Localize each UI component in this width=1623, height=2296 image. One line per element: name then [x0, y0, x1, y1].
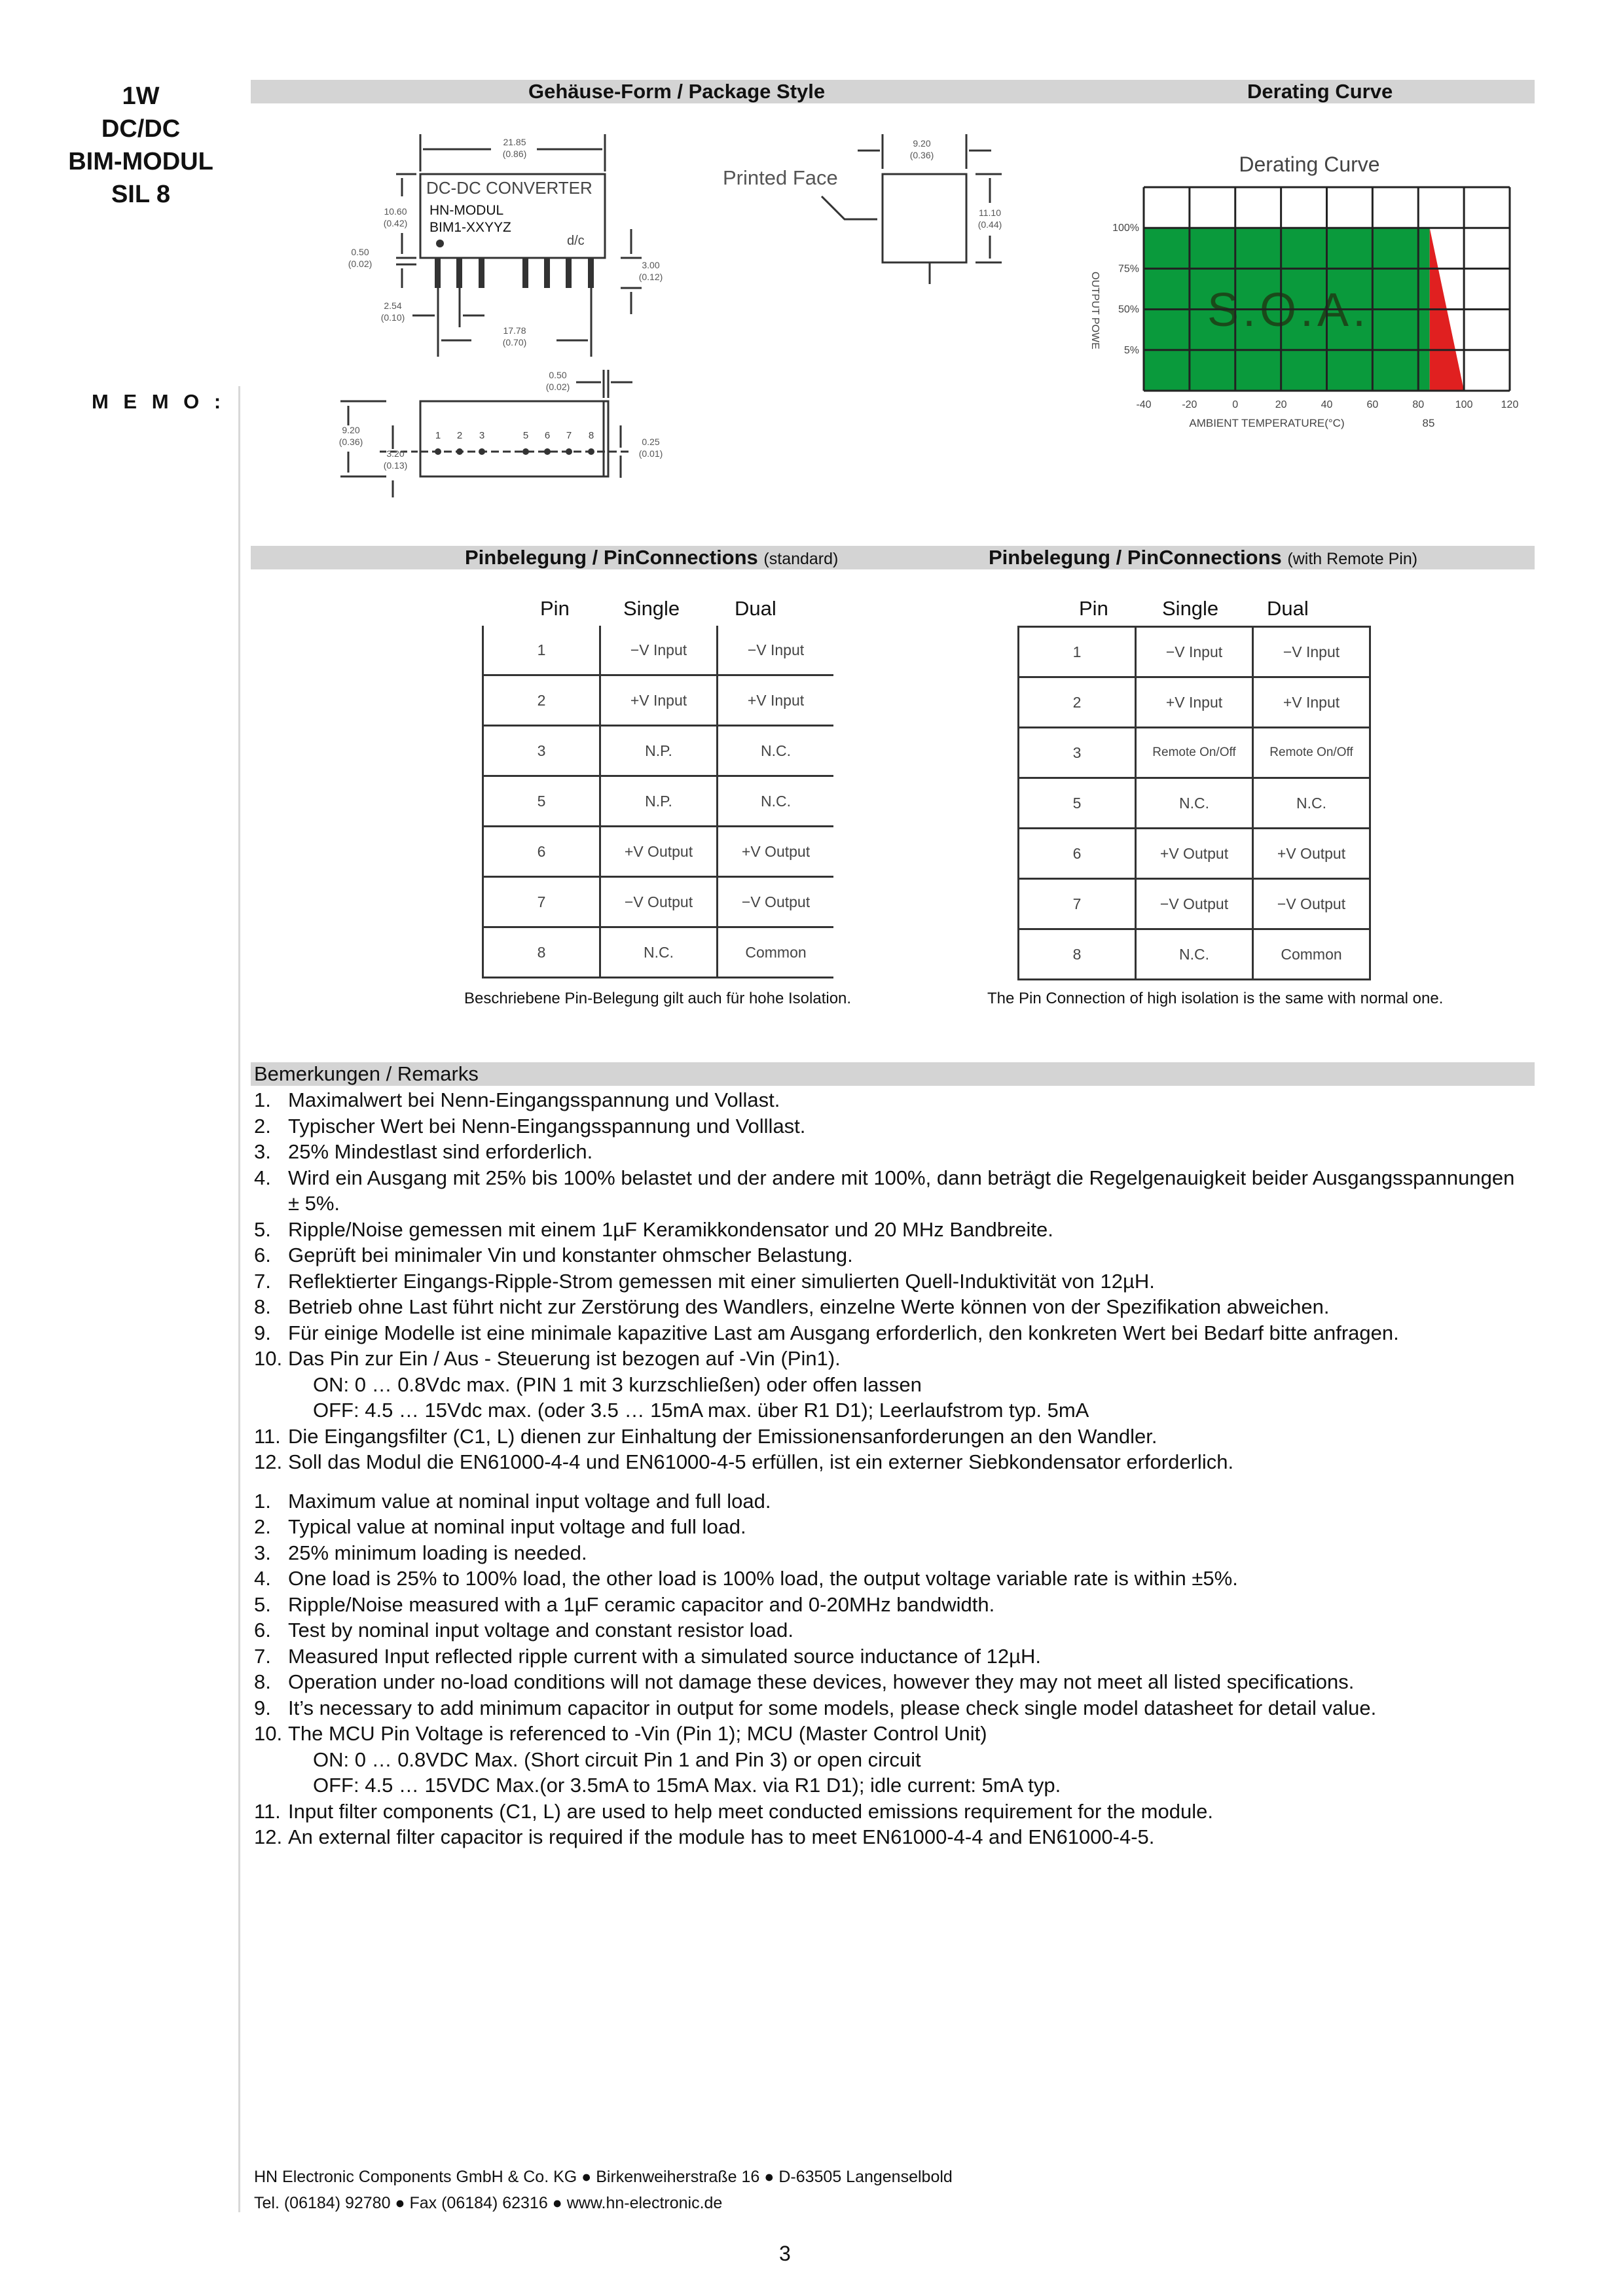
- remark-text: Ripple/Noise measured with a 1µF ceramic capacitor and 0-20MHz bandwidth.: [288, 1592, 995, 1616]
- title-line: DC/DC: [101, 115, 181, 143]
- single-cell: N.P.: [600, 726, 718, 776]
- remark-item: [254, 1165, 1518, 1217]
- dim-pin-dia: 0.25: [642, 437, 660, 447]
- pin-row: [1019, 677, 1370, 728]
- pins-remote-table: [1017, 626, 1371, 980]
- pins-standard-title: [465, 546, 838, 571]
- remark-text: Measured Input reflected ripple current with a simulated source inductance of 12µH.: [288, 1644, 1041, 1668]
- remark-item: [254, 1617, 1518, 1643]
- remark-item: [254, 1669, 1518, 1695]
- remark-text: The MCU Pin Voltage is referenced to -Vin (Pin 1); MCU (Master Control Unit): [288, 1722, 987, 1745]
- pin-row: [1019, 879, 1370, 929]
- remark-number: 11.: [254, 1799, 281, 1823]
- dim-standoff: 0.50: [351, 247, 369, 257]
- y-tick-label: 50%: [1118, 304, 1139, 315]
- dual-cell: −V Output: [1253, 879, 1370, 929]
- pin-number-cell: 2: [1019, 677, 1136, 728]
- x-tick-label: -20: [1182, 399, 1197, 410]
- dual-cell: +V Input: [718, 675, 834, 726]
- remark-number: 6.: [254, 1244, 271, 1266]
- title-line: BIM-MODUL: [68, 148, 213, 175]
- page-number: 3: [779, 2242, 791, 2265]
- remark-item: [254, 1268, 1518, 1295]
- single-cell: −V Input: [600, 626, 718, 675]
- x-extra-label-85: 85: [1422, 417, 1435, 429]
- x-tick-label: 100: [1455, 399, 1473, 410]
- title-line: 1W: [122, 82, 160, 110]
- dim-pin-length-inch: (0.12): [638, 272, 663, 282]
- pin-number-cell: 3: [1019, 728, 1136, 778]
- remark-number: 1.: [254, 1489, 271, 1513]
- remark-subitem: ON: 0 … 0.8Vdc max. (PIN 1 mit 3 kurzschließen) oder offen lassen: [313, 1372, 922, 1396]
- dim-pitch: 2.54: [384, 300, 402, 311]
- x-axis-label: AMBIENT TEMPERATURE(°C): [1189, 417, 1345, 429]
- remark-number: 8.: [254, 1295, 271, 1318]
- single-cell: +V Output: [600, 827, 718, 877]
- pin-row: [483, 626, 834, 675]
- y-axis-label: OUTPUT POWE: [1089, 272, 1101, 350]
- dim-pin-span: 17.78: [503, 325, 526, 336]
- pin-number-cell: 8: [1019, 929, 1136, 980]
- x-tick-label: -40: [1136, 399, 1152, 410]
- remark-number: 3.: [254, 1541, 271, 1564]
- remark-number: 4.: [254, 1567, 271, 1590]
- remark-text: Die Eingangsfilter (C1, L) dienen zur Einhaltung der Emissionensanforderungen an den Wandler.: [288, 1424, 1158, 1448]
- x-tick-label: 0: [1232, 399, 1239, 410]
- single-cell: −V Output: [1136, 879, 1253, 929]
- remark-number: 9.: [254, 1321, 271, 1344]
- bottom-pin-number: 3: [479, 430, 485, 441]
- bottom-pin-number: 8: [588, 430, 594, 441]
- dim-pin-dia-inch: (0.01): [638, 448, 663, 459]
- remark-subitem: ON: 0 … 0.8VDC Max. (Short circuit Pin 1 and Pin 3) or open circuit: [313, 1748, 921, 1771]
- single-cell: N.P.: [600, 776, 718, 827]
- pins-standard-header-dual: Dual: [735, 597, 776, 620]
- dim-height-inch: (0.42): [383, 218, 408, 228]
- section-header-remarks: [251, 1062, 1535, 1086]
- remark-item: [254, 1113, 1518, 1139]
- remarks-english-list: [254, 1488, 1518, 1850]
- remark-number: 8.: [254, 1670, 271, 1693]
- dim-length-inch: (0.86): [502, 149, 527, 159]
- remark-text: Maximum value at nominal input voltage and full load.: [288, 1489, 771, 1513]
- dim-bottom-width-inch: (0.36): [338, 437, 363, 447]
- remark-number: 10.: [254, 1347, 283, 1370]
- remark-text: Typischer Wert bei Nenn-Eingangsspannung und Volllast.: [288, 1114, 806, 1138]
- label-model: BIM1-XXYYZ: [429, 220, 511, 235]
- pin-number-cell: 6: [1019, 829, 1136, 879]
- y-tick-label: 100%: [1112, 223, 1139, 234]
- x-tick-label: 60: [1366, 399, 1379, 410]
- remark-text: Ripple/Noise gemessen mit einem 1µF Keramikkondensator und 20 MHz Bandbreite.: [288, 1217, 1053, 1241]
- remark-number: 2.: [254, 1114, 271, 1138]
- y-tick-label: 75%: [1118, 263, 1139, 275]
- dim-bottom-offset-inch: (0.02): [545, 382, 570, 392]
- remarks-section: [254, 1087, 1518, 1850]
- remark-text: Für einige Modelle ist eine minimale kapazitive Last am Ausgang erforderlich, den konkreten Wert bei Bedarf bitte anfragen.: [288, 1321, 1399, 1344]
- remark-text: Reflektierter Eingangs-Ripple-Strom gemessen mit einer simulierten Quell-Induktivität von 12µH.: [288, 1269, 1155, 1293]
- single-cell: N.C.: [1136, 778, 1253, 829]
- y-tick-label: 5%: [1123, 344, 1139, 356]
- bottom-pin-number: 5: [522, 430, 529, 441]
- remark-item: [254, 1139, 1518, 1165]
- dim-pin-span-inch: (0.70): [502, 337, 527, 348]
- dim-side-height-inch: (0.44): [977, 219, 1002, 230]
- bottom-pin-number: 7: [566, 430, 572, 441]
- remark-number: 3.: [254, 1140, 271, 1163]
- single-cell: −V Output: [600, 877, 718, 927]
- dim-width-inch: (0.36): [909, 150, 934, 160]
- pin-row: [1019, 829, 1370, 879]
- pins-standard-header-pin: Pin: [540, 597, 570, 620]
- pin-number-cell: 7: [1019, 879, 1136, 929]
- pins-standard-table: [482, 626, 833, 978]
- single-cell: +V Input: [600, 675, 718, 726]
- remark-item: [254, 1799, 1518, 1825]
- derating-header: Derating Curve: [1247, 80, 1393, 103]
- remark-subitem: OFF: 4.5 … 15Vdc max. (oder 3.5 … 15mA max. über R1 D1); Leerlaufstrom typ. 5mA: [313, 1399, 1089, 1422]
- remark-text: 25% minimum loading is needed.: [288, 1541, 587, 1564]
- single-cell: N.C.: [600, 927, 718, 978]
- remark-item: [254, 1449, 1518, 1475]
- dual-cell: +V Input: [1253, 677, 1370, 728]
- dim-pin-row-inch: (0.13): [383, 460, 408, 471]
- remark-number: 5.: [254, 1592, 271, 1616]
- dual-cell: N.C.: [718, 776, 834, 827]
- remark-item: [254, 1320, 1518, 1346]
- remark-item: [254, 1488, 1518, 1515]
- pins-standard-title-text: Pinbelegung / PinConnections: [465, 546, 758, 569]
- remark-text: Geprüft bei minimaler Vin und konstanter ohmscher Belastung.: [288, 1244, 853, 1266]
- pins-remote-header-single: Single: [1162, 597, 1219, 620]
- dim-side-height: 11.10: [979, 207, 1001, 218]
- remark-item: [254, 1695, 1518, 1721]
- bottom-pin-number: 1: [435, 430, 441, 441]
- dual-cell: Common: [718, 927, 834, 978]
- remark-number: 7.: [254, 1269, 271, 1293]
- pin-row: [483, 877, 834, 927]
- pins-remote-title-suffix: (with Remote Pin): [1287, 550, 1418, 568]
- pin-row: [1019, 627, 1370, 677]
- x-tick-label: 20: [1275, 399, 1287, 410]
- remark-text: Input filter components (C1, L) are used to help meet conducted emissions requirement for the module.: [288, 1799, 1213, 1823]
- pin-number-cell: 7: [483, 877, 600, 927]
- remark-number: 12.: [254, 1450, 283, 1473]
- pin-number-cell: 6: [483, 827, 600, 877]
- pin-number-cell: 8: [483, 927, 600, 978]
- dim-pin-row: 3.20: [386, 448, 405, 459]
- chart-title: Derating Curve: [1239, 152, 1380, 176]
- remark-number: 10.: [254, 1722, 283, 1745]
- dual-cell: −V Output: [718, 877, 834, 927]
- dual-cell: Remote On/Off: [1253, 728, 1370, 778]
- bottom-pin-number: 2: [456, 430, 463, 441]
- remark-text: Das Pin zur Ein / Aus - Steuerung ist bezogen auf -Vin (Pin1).: [288, 1347, 841, 1370]
- pin-row: [483, 776, 834, 827]
- pins-standard-title-suffix: (standard): [763, 550, 839, 568]
- pin-row: [1019, 778, 1370, 829]
- remark-subitem: OFF: 4.5 … 15VDC Max.(or 3.5mA to 15mA Max. via R1 D1); idle current: 5mA typ.: [313, 1774, 1061, 1797]
- pin-row: [1019, 929, 1370, 980]
- remark-number: 1.: [254, 1088, 271, 1111]
- remark-text: One load is 25% to 100% load, the other load is 100% load, the output voltage variable rate is within ±5%.: [288, 1567, 1238, 1590]
- remark-number: 7.: [254, 1644, 271, 1668]
- memo-label: M E M O :: [92, 390, 226, 413]
- remark-item: [254, 1346, 1518, 1372]
- remark-item: [254, 1424, 1518, 1450]
- pins-remote-title: [989, 546, 1417, 571]
- remark-text: 25% Mindestlast sind erforderlich.: [288, 1140, 593, 1163]
- dim-length: 21.85: [503, 137, 526, 147]
- remark-number: 4.: [254, 1166, 271, 1189]
- pin-row: [483, 726, 834, 776]
- remark-text: Typical value at nominal input voltage and full load.: [288, 1515, 746, 1538]
- remark-item: [254, 1566, 1518, 1592]
- pin-number-cell: 3: [483, 726, 600, 776]
- remark-item: [254, 1824, 1518, 1850]
- remark-text: It’s necessary to add minimum capacitor in output for some models, please check single model datasheet for detail value.: [288, 1696, 1377, 1719]
- remark-item: [254, 1294, 1518, 1320]
- dual-cell: −V Input: [718, 626, 834, 675]
- pins-remote-header-pin: Pin: [1079, 597, 1108, 620]
- dual-cell: +V Output: [1253, 829, 1370, 879]
- remark-text: Operation under no-load conditions will not damage these devices, however they may not meet all listed specifications.: [288, 1670, 1355, 1693]
- dual-cell: −V Input: [1253, 627, 1370, 677]
- pin-number-cell: 5: [1019, 778, 1136, 829]
- single-cell: N.C.: [1136, 929, 1253, 980]
- footer: [254, 2164, 953, 2216]
- dual-cell: +V Output: [718, 827, 834, 877]
- remark-text: Maximalwert bei Nenn-Eingangsspannung und Vollast.: [288, 1088, 780, 1111]
- single-cell: +V Input: [1136, 677, 1253, 728]
- label-dcdc-converter: DC-DC CONVERTER: [426, 178, 593, 198]
- remark-item: [254, 1540, 1518, 1566]
- single-cell: Remote On/Off: [1136, 728, 1253, 778]
- section-header-pins: [251, 546, 1535, 569]
- dual-cell: N.C.: [1253, 778, 1370, 829]
- remark-item: [254, 1087, 1518, 1113]
- pins-remote-header-dual: Dual: [1267, 597, 1309, 620]
- label-hn-modul: HN-MODUL: [429, 203, 504, 218]
- footer-address: HN Electronic Components GmbH & Co. KG ● Birkenweiherstraße 16 ● D-63505 Langenselbold: [254, 2168, 953, 2186]
- remark-number: 2.: [254, 1515, 271, 1538]
- pin-row: [1019, 728, 1370, 778]
- x-tick-label: 80: [1412, 399, 1425, 410]
- derating-chart: [0, 0, 1571, 458]
- bottom-pin-number: 6: [544, 430, 551, 441]
- remark-item: [254, 1514, 1518, 1540]
- single-cell: −V Input: [1136, 627, 1253, 677]
- title-line: SIL 8: [111, 181, 171, 208]
- remark-number: 12.: [254, 1825, 283, 1848]
- pin-row: [483, 675, 834, 726]
- remark-item: [254, 1721, 1518, 1747]
- dual-cell: N.C.: [718, 726, 834, 776]
- remark-number: 6.: [254, 1619, 271, 1641]
- remarks-german-list: [254, 1087, 1518, 1475]
- dim-height: 10.60: [384, 206, 407, 217]
- dual-cell: Common: [1253, 929, 1370, 980]
- remark-number: 9.: [254, 1696, 271, 1719]
- pins-standard-header-single: Single: [623, 597, 680, 620]
- remark-item: [254, 1592, 1518, 1618]
- footer-contact: Tel. (06184) 92780 ● Fax (06184) 62316 ● www.hn-electronic.de: [254, 2194, 723, 2212]
- package-header: Gehäuse-Form / Package Style: [528, 80, 826, 103]
- printed-face-label: Printed Face: [723, 166, 838, 189]
- dim-bottom-offset: 0.50: [549, 370, 567, 380]
- pin-row: [483, 927, 834, 978]
- soa-annotation: S.O.A.: [1207, 284, 1370, 336]
- pins-remote-note: The Pin Connection of high isolation is the same with normal one.: [987, 990, 1444, 1007]
- remark-item: [254, 1643, 1518, 1670]
- label-dc: d/c: [567, 234, 585, 248]
- dim-pitch-inch: (0.10): [380, 312, 405, 323]
- pin-number-cell: 5: [483, 776, 600, 827]
- dim-pin-length: 3.00: [642, 260, 660, 270]
- remark-item: [254, 1242, 1518, 1268]
- pin-number-cell: 1: [1019, 627, 1136, 677]
- dim-bottom-width: 9.20: [342, 425, 360, 435]
- remark-number: 11.: [254, 1424, 281, 1448]
- remark-text: Soll das Modul die EN61000-4-4 und EN61000-4-5 erfüllen, ist ein externer Siebkondensator erforderlich.: [288, 1450, 1234, 1473]
- x-tick-label: 120: [1501, 399, 1519, 410]
- remark-text: Wird ein Ausgang mit 25% bis 100% belastet und der andere mit 100%, dann beträgt die Regelgenauigkeit beider Ausgangsspannungen ± 5%.: [288, 1166, 1515, 1215]
- dim-width: 9.20: [913, 138, 931, 149]
- dim-standoff-inch: (0.02): [348, 259, 373, 269]
- remark-text: Test by nominal input voltage and constant resistor load.: [288, 1619, 794, 1641]
- pin-number-cell: 1: [483, 626, 600, 675]
- pins-remote-title-text: Pinbelegung / PinConnections: [989, 546, 1282, 569]
- remarks-header: Bemerkungen / Remarks: [254, 1062, 479, 1085]
- pin-number-cell: 2: [483, 675, 600, 726]
- remark-text: Betrieb ohne Last führt nicht zur Zerstörung des Wandlers, einzelne Werte können von der Spezifikation abweichen.: [288, 1295, 1330, 1318]
- pin-row: [483, 827, 834, 877]
- pins-standard-note: Beschriebene Pin-Belegung gilt auch für hohe Isolation.: [464, 990, 852, 1007]
- memo-divider: [238, 386, 240, 2212]
- remark-number: 5.: [254, 1217, 271, 1241]
- remark-text: An external filter capacitor is required if the module has to meet EN61000-4-4 and EN61000-4-5.: [288, 1825, 1155, 1848]
- remark-item: [254, 1217, 1518, 1243]
- x-tick-label: 40: [1321, 399, 1333, 410]
- single-cell: +V Output: [1136, 829, 1253, 879]
